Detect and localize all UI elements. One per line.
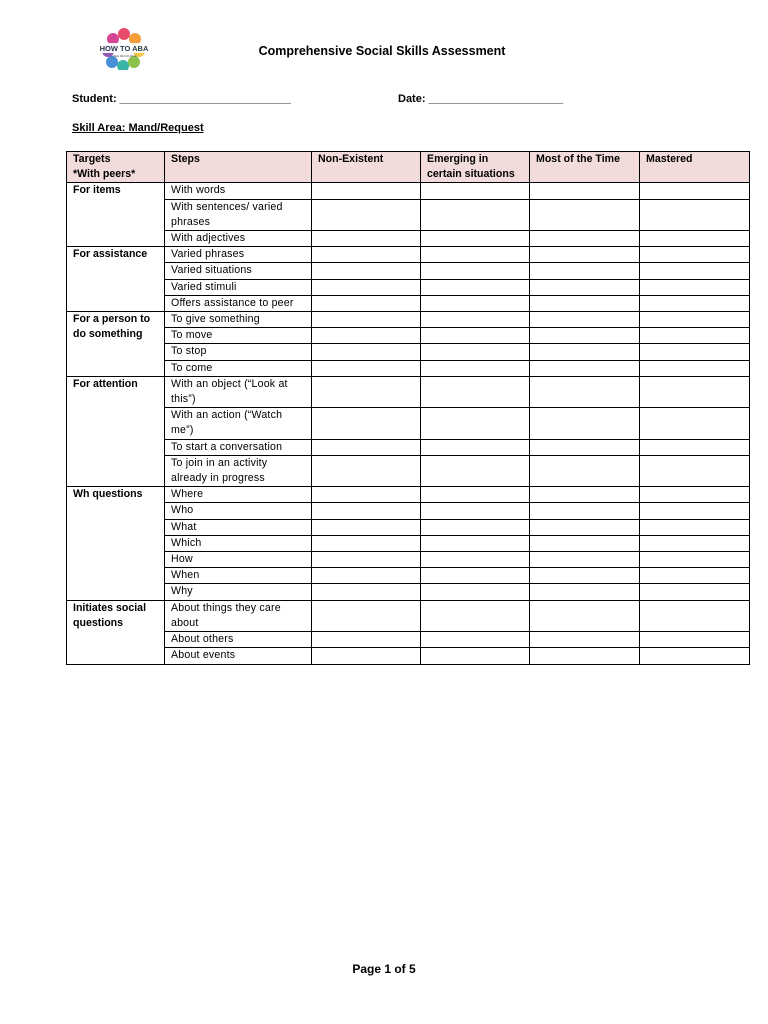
rating-cell-most-of-the-time[interactable] bbox=[530, 408, 640, 439]
rating-cell-most-of-the-time[interactable] bbox=[530, 455, 640, 486]
step-cell: Which bbox=[165, 535, 312, 551]
rating-cell-non-existent[interactable] bbox=[312, 439, 421, 455]
table-row bbox=[67, 360, 750, 376]
step-cell: To give something bbox=[165, 312, 312, 328]
target-cell: Wh questions bbox=[67, 487, 165, 600]
rating-cell-mastered[interactable] bbox=[640, 231, 750, 247]
step-cell: Why bbox=[165, 584, 312, 600]
rating-cell-non-existent[interactable] bbox=[312, 503, 421, 519]
table-row bbox=[67, 648, 750, 664]
rating-cell-mastered[interactable] bbox=[640, 263, 750, 279]
rating-cell-most-of-the-time[interactable] bbox=[530, 439, 640, 455]
rating-cell-mastered[interactable] bbox=[640, 600, 750, 631]
rating-cell-emerging[interactable] bbox=[421, 503, 530, 519]
assessment-table bbox=[66, 151, 750, 665]
rating-cell-mastered[interactable] bbox=[640, 503, 750, 519]
step-cell: With an object (“Look at this”) bbox=[165, 376, 312, 407]
rating-cell-non-existent[interactable] bbox=[312, 376, 421, 407]
table-row bbox=[67, 263, 750, 279]
logo-text: HOW TO ABA bbox=[99, 44, 149, 53]
rating-cell-emerging[interactable] bbox=[421, 328, 530, 344]
logo-subtext: FREE RESOURCE bbox=[111, 54, 137, 58]
rating-cell-most-of-the-time[interactable] bbox=[530, 183, 640, 199]
rating-cell-most-of-the-time[interactable] bbox=[530, 247, 640, 263]
rating-cell-mastered[interactable] bbox=[640, 632, 750, 648]
rating-cell-emerging[interactable] bbox=[421, 568, 530, 584]
rating-cell-non-existent[interactable] bbox=[312, 408, 421, 439]
rating-cell-emerging[interactable] bbox=[421, 487, 530, 503]
rating-cell-most-of-the-time[interactable] bbox=[530, 632, 640, 648]
rating-cell-most-of-the-time[interactable] bbox=[530, 600, 640, 631]
rating-cell-non-existent[interactable] bbox=[312, 552, 421, 568]
rating-cell-non-existent[interactable] bbox=[312, 295, 421, 311]
rating-cell-non-existent[interactable] bbox=[312, 328, 421, 344]
rating-cell-emerging[interactable] bbox=[421, 263, 530, 279]
table-row bbox=[67, 632, 750, 648]
rating-cell-emerging[interactable] bbox=[421, 535, 530, 551]
rating-cell-mastered[interactable] bbox=[640, 568, 750, 584]
rating-cell-emerging[interactable] bbox=[421, 376, 530, 407]
rating-cell-emerging[interactable] bbox=[421, 312, 530, 328]
target-cell: For assistance bbox=[67, 247, 165, 312]
step-cell: Varied stimuli bbox=[165, 279, 312, 295]
rating-cell-mastered[interactable] bbox=[640, 648, 750, 664]
step-cell: About others bbox=[165, 632, 312, 648]
rating-cell-most-of-the-time[interactable] bbox=[530, 360, 640, 376]
rating-cell-mastered[interactable] bbox=[640, 455, 750, 486]
rating-cell-mastered[interactable] bbox=[640, 552, 750, 568]
rating-cell-mastered[interactable] bbox=[640, 183, 750, 199]
table-row bbox=[67, 439, 750, 455]
step-cell: How bbox=[165, 552, 312, 568]
rating-cell-non-existent[interactable] bbox=[312, 648, 421, 664]
rating-cell-mastered[interactable] bbox=[640, 312, 750, 328]
table-row bbox=[67, 455, 750, 486]
skill-area-heading: Skill Area: Mand/Request bbox=[72, 122, 204, 134]
rating-cell-non-existent[interactable] bbox=[312, 584, 421, 600]
rating-cell-emerging[interactable] bbox=[421, 408, 530, 439]
step-cell: Varied situations bbox=[165, 263, 312, 279]
rating-cell-non-existent[interactable] bbox=[312, 455, 421, 486]
rating-cell-mastered[interactable] bbox=[640, 247, 750, 263]
header-most-of-the-time: Most of the Time bbox=[530, 152, 640, 183]
table-row bbox=[67, 328, 750, 344]
target-cell: Initiates social questions bbox=[67, 600, 165, 664]
target-cell: For items bbox=[67, 183, 165, 247]
step-cell: Varied phrases bbox=[165, 247, 312, 263]
table-row bbox=[67, 600, 750, 631]
rating-cell-most-of-the-time[interactable] bbox=[530, 552, 640, 568]
table-row bbox=[67, 408, 750, 439]
rating-cell-non-existent[interactable] bbox=[312, 632, 421, 648]
rating-cell-mastered[interactable] bbox=[640, 519, 750, 535]
rating-cell-most-of-the-time[interactable] bbox=[530, 199, 640, 230]
rating-cell-non-existent[interactable] bbox=[312, 231, 421, 247]
header-non-existent: Non-Existent bbox=[312, 152, 421, 183]
rating-cell-most-of-the-time[interactable] bbox=[530, 231, 640, 247]
rating-cell-non-existent[interactable] bbox=[312, 487, 421, 503]
table-row bbox=[67, 344, 750, 360]
rating-cell-most-of-the-time[interactable] bbox=[530, 503, 640, 519]
rating-cell-mastered[interactable] bbox=[640, 487, 750, 503]
table-row bbox=[67, 535, 750, 551]
rating-cell-non-existent[interactable] bbox=[312, 600, 421, 631]
rating-cell-mastered[interactable] bbox=[640, 376, 750, 407]
rating-cell-most-of-the-time[interactable] bbox=[530, 584, 640, 600]
rating-cell-most-of-the-time[interactable] bbox=[530, 312, 640, 328]
table-row bbox=[67, 199, 750, 230]
rating-cell-most-of-the-time[interactable] bbox=[530, 328, 640, 344]
table-row bbox=[67, 312, 750, 328]
table-row bbox=[67, 552, 750, 568]
rating-cell-non-existent[interactable] bbox=[312, 568, 421, 584]
step-cell: To start a conversation bbox=[165, 439, 312, 455]
rating-cell-non-existent[interactable] bbox=[312, 263, 421, 279]
table-row bbox=[67, 376, 750, 407]
rating-cell-mastered[interactable] bbox=[640, 535, 750, 551]
table-row bbox=[67, 487, 750, 503]
table-row bbox=[67, 183, 750, 199]
target-cell: For a person to do something bbox=[67, 312, 165, 377]
rating-cell-mastered[interactable] bbox=[640, 279, 750, 295]
rating-cell-non-existent[interactable] bbox=[312, 535, 421, 551]
table-header-row bbox=[67, 152, 750, 183]
step-cell: To stop bbox=[165, 344, 312, 360]
rating-cell-most-of-the-time[interactable] bbox=[530, 519, 640, 535]
step-cell: To join in an activity already in progress bbox=[165, 455, 312, 486]
rating-cell-emerging[interactable] bbox=[421, 360, 530, 376]
table-row bbox=[67, 279, 750, 295]
step-cell: With sentences/ varied phrases bbox=[165, 199, 312, 230]
step-cell: To come bbox=[165, 360, 312, 376]
header-with-peers-note: *With peers* bbox=[73, 168, 136, 181]
rating-cell-most-of-the-time[interactable] bbox=[530, 376, 640, 407]
rating-cell-emerging[interactable] bbox=[421, 279, 530, 295]
rating-cell-most-of-the-time[interactable] bbox=[530, 535, 640, 551]
step-cell: With words bbox=[165, 183, 312, 199]
header-emerging: Emerging in certain situations bbox=[421, 152, 530, 183]
step-cell: With adjectives bbox=[165, 231, 312, 247]
rating-cell-non-existent[interactable] bbox=[312, 183, 421, 199]
rating-cell-emerging[interactable] bbox=[421, 344, 530, 360]
date-field[interactable]: Date: ______________________ bbox=[398, 93, 564, 105]
rating-cell-non-existent[interactable] bbox=[312, 344, 421, 360]
step-cell: When bbox=[165, 568, 312, 584]
step-cell: About events bbox=[165, 648, 312, 664]
rating-cell-most-of-the-time[interactable] bbox=[530, 648, 640, 664]
rating-cell-non-existent[interactable] bbox=[312, 312, 421, 328]
rating-cell-mastered[interactable] bbox=[640, 439, 750, 455]
table-row bbox=[67, 568, 750, 584]
rating-cell-non-existent[interactable] bbox=[312, 279, 421, 295]
document-title: Comprehensive Social Skills Assessment bbox=[258, 44, 506, 58]
rating-cell-emerging[interactable] bbox=[421, 439, 530, 455]
rating-cell-emerging[interactable] bbox=[421, 519, 530, 535]
rating-cell-non-existent[interactable] bbox=[312, 199, 421, 230]
rating-cell-mastered[interactable] bbox=[640, 344, 750, 360]
step-cell: About things they care about bbox=[165, 600, 312, 631]
rating-cell-emerging[interactable] bbox=[421, 552, 530, 568]
step-cell: What bbox=[165, 519, 312, 535]
header-targets bbox=[67, 152, 165, 183]
page-number: Page 1 of 5 bbox=[352, 962, 416, 976]
assessment-table-body bbox=[67, 183, 750, 664]
rating-cell-mastered[interactable] bbox=[640, 360, 750, 376]
rating-cell-non-existent[interactable] bbox=[312, 360, 421, 376]
rating-cell-most-of-the-time[interactable] bbox=[530, 344, 640, 360]
rating-cell-mastered[interactable] bbox=[640, 584, 750, 600]
rating-cell-mastered[interactable] bbox=[640, 295, 750, 311]
rating-cell-emerging[interactable] bbox=[421, 584, 530, 600]
rating-cell-most-of-the-time[interactable] bbox=[530, 568, 640, 584]
rating-cell-emerging[interactable] bbox=[421, 183, 530, 199]
rating-cell-emerging[interactable] bbox=[421, 231, 530, 247]
step-cell: Who bbox=[165, 503, 312, 519]
step-cell: To move bbox=[165, 328, 312, 344]
rating-cell-emerging[interactable] bbox=[421, 247, 530, 263]
rating-cell-emerging[interactable] bbox=[421, 648, 530, 664]
step-cell: Where bbox=[165, 487, 312, 503]
header-mastered: Mastered bbox=[640, 152, 750, 183]
table-row bbox=[67, 295, 750, 311]
rating-cell-most-of-the-time[interactable] bbox=[530, 263, 640, 279]
rating-cell-emerging[interactable] bbox=[421, 455, 530, 486]
rating-cell-emerging[interactable] bbox=[421, 632, 530, 648]
header-targets-label: Targets bbox=[73, 153, 111, 165]
rating-cell-most-of-the-time[interactable] bbox=[530, 279, 640, 295]
rating-cell-most-of-the-time[interactable] bbox=[530, 295, 640, 311]
rating-cell-mastered[interactable] bbox=[640, 328, 750, 344]
table-row bbox=[67, 503, 750, 519]
rating-cell-mastered[interactable] bbox=[640, 199, 750, 230]
target-cell: For attention bbox=[67, 376, 165, 486]
rating-cell-emerging[interactable] bbox=[421, 600, 530, 631]
table-row bbox=[67, 247, 750, 263]
rating-cell-mastered[interactable] bbox=[640, 408, 750, 439]
student-field[interactable]: Student: ____________________________ bbox=[72, 93, 291, 105]
table-row bbox=[67, 584, 750, 600]
table-row bbox=[67, 519, 750, 535]
rating-cell-non-existent[interactable] bbox=[312, 519, 421, 535]
rating-cell-non-existent[interactable] bbox=[312, 247, 421, 263]
table-row bbox=[67, 231, 750, 247]
step-cell: With an action (“Watch me”) bbox=[165, 408, 312, 439]
step-cell: Offers assistance to peer bbox=[165, 295, 312, 311]
rating-cell-most-of-the-time[interactable] bbox=[530, 487, 640, 503]
rating-cell-emerging[interactable] bbox=[421, 295, 530, 311]
header-steps: Steps bbox=[165, 152, 312, 183]
rating-cell-emerging[interactable] bbox=[421, 199, 530, 230]
